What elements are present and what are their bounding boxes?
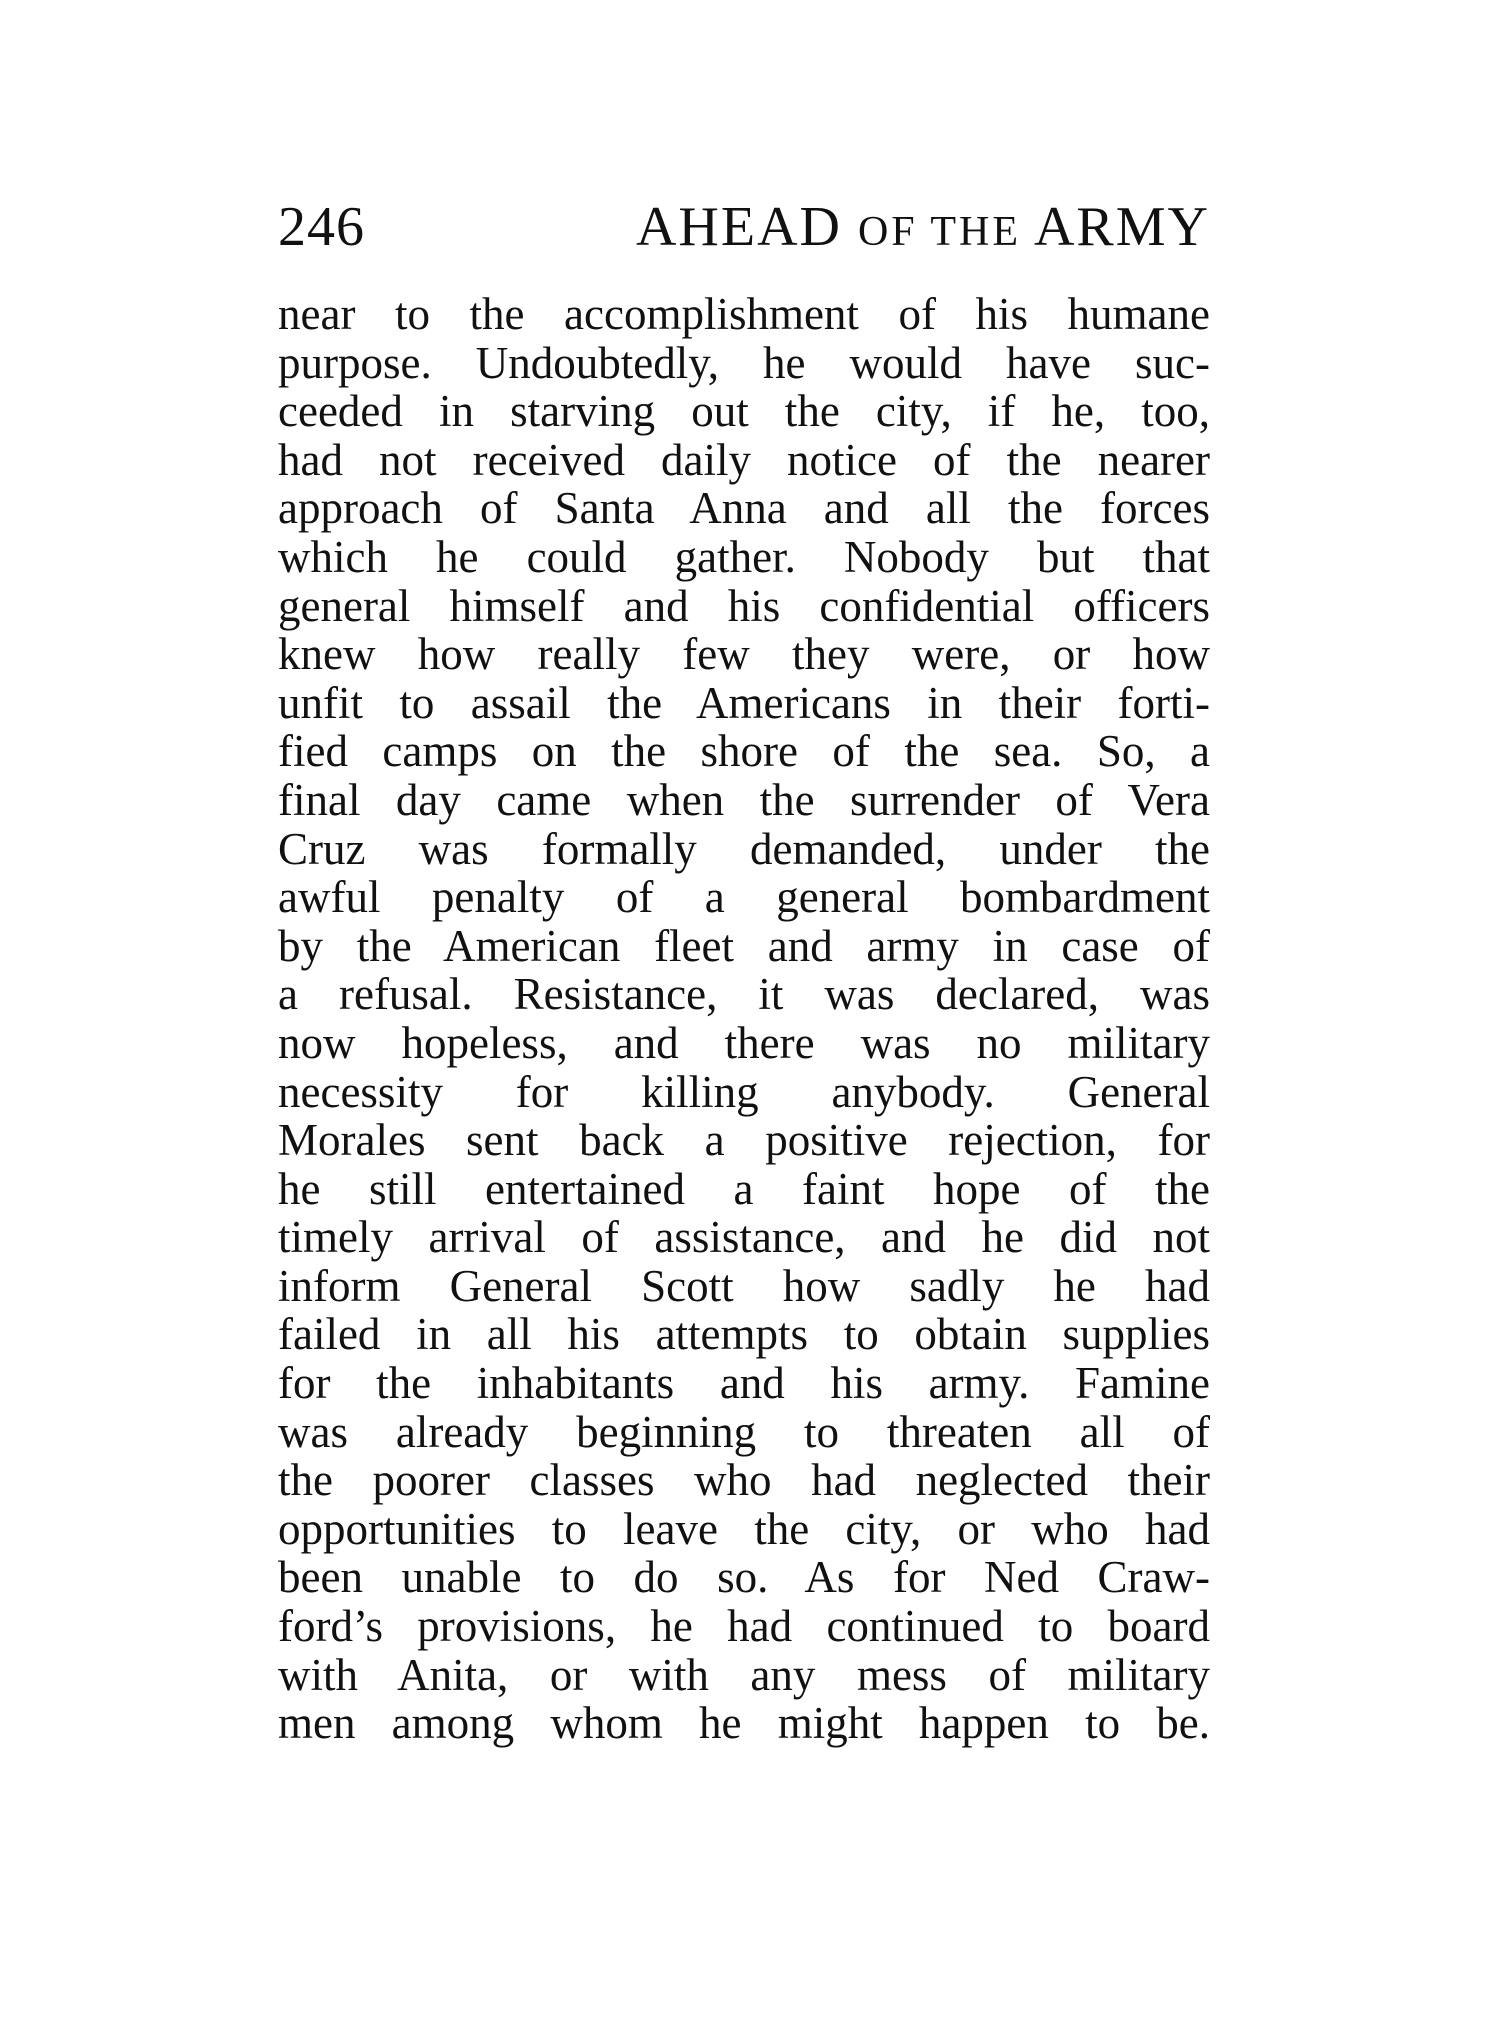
text-line: fied camps on the shore of the sea. So, a <box>278 726 1210 777</box>
running-title-army: ARMY <box>1033 196 1210 258</box>
text-line: Cruz was formally demanded, under the <box>278 823 1210 874</box>
text-line: with Anita, or with any mess of military <box>278 1649 1210 1700</box>
text-line: Morales sent back a positive rejection, for <box>278 1115 1210 1166</box>
text-line: men among whom he might happen to be. <box>278 1698 1210 1749</box>
text-line: which he could gather. Nobody but that <box>278 531 1210 582</box>
text-line: he still entertained a faint hope of the <box>278 1163 1210 1214</box>
text-line: for the inhabitants and his army. Famine <box>278 1358 1210 1409</box>
text-line: ford’s provisions, he had continued to board <box>278 1601 1210 1652</box>
text-line: now hopeless, and there was no military <box>278 1017 1210 1068</box>
text-line: was already beginning to threaten all of <box>278 1406 1210 1457</box>
text-line: awful penalty of a general bombardment <box>278 872 1210 923</box>
text-line: timely arrival of assistance, and he did not <box>278 1212 1210 1263</box>
text-line: by the American fleet and army in case of <box>278 920 1210 971</box>
text-line: had not received daily notice of the nearer <box>278 434 1210 485</box>
text-line: approach of Santa Anna and all the forces <box>278 483 1210 534</box>
text-line: the poorer classes who had neglected their <box>278 1455 1210 1506</box>
running-title-ahead: AHEAD <box>635 196 842 258</box>
text-line: final day came when the surrender of Vera <box>278 774 1210 825</box>
text-line: inform General Scott how sadly he had <box>278 1260 1210 1311</box>
text-line: knew how really few they were, or how <box>278 629 1210 680</box>
text-line: a refusal. Resistance, it was declared, was <box>278 969 1210 1020</box>
text-line: ceeded in starving out the city, if he, too, <box>278 386 1210 437</box>
text-line: failed in all his attempts to obtain supplies <box>278 1309 1210 1360</box>
running-title <box>636 192 1210 267</box>
page-number: 246 <box>278 196 365 258</box>
text-line: purpose. Undoubtedly, he would have suc- <box>278 337 1210 388</box>
text-line: opportunities to leave the city, or who had <box>278 1503 1210 1554</box>
text-line: been unable to do so. As for Ned Craw- <box>278 1552 1210 1603</box>
body-text <box>278 290 1210 1748</box>
running-title-of-the: OF THE <box>857 209 1022 255</box>
text-line: necessity for killing anybody. General <box>278 1066 1210 1117</box>
text-line: general himself and his confidential officers <box>278 580 1210 631</box>
running-head <box>278 192 1210 262</box>
text-line: unfit to assail the Americans in their forti- <box>278 677 1210 728</box>
text-line: near to the accomplishment of his humane <box>278 289 1210 339</box>
